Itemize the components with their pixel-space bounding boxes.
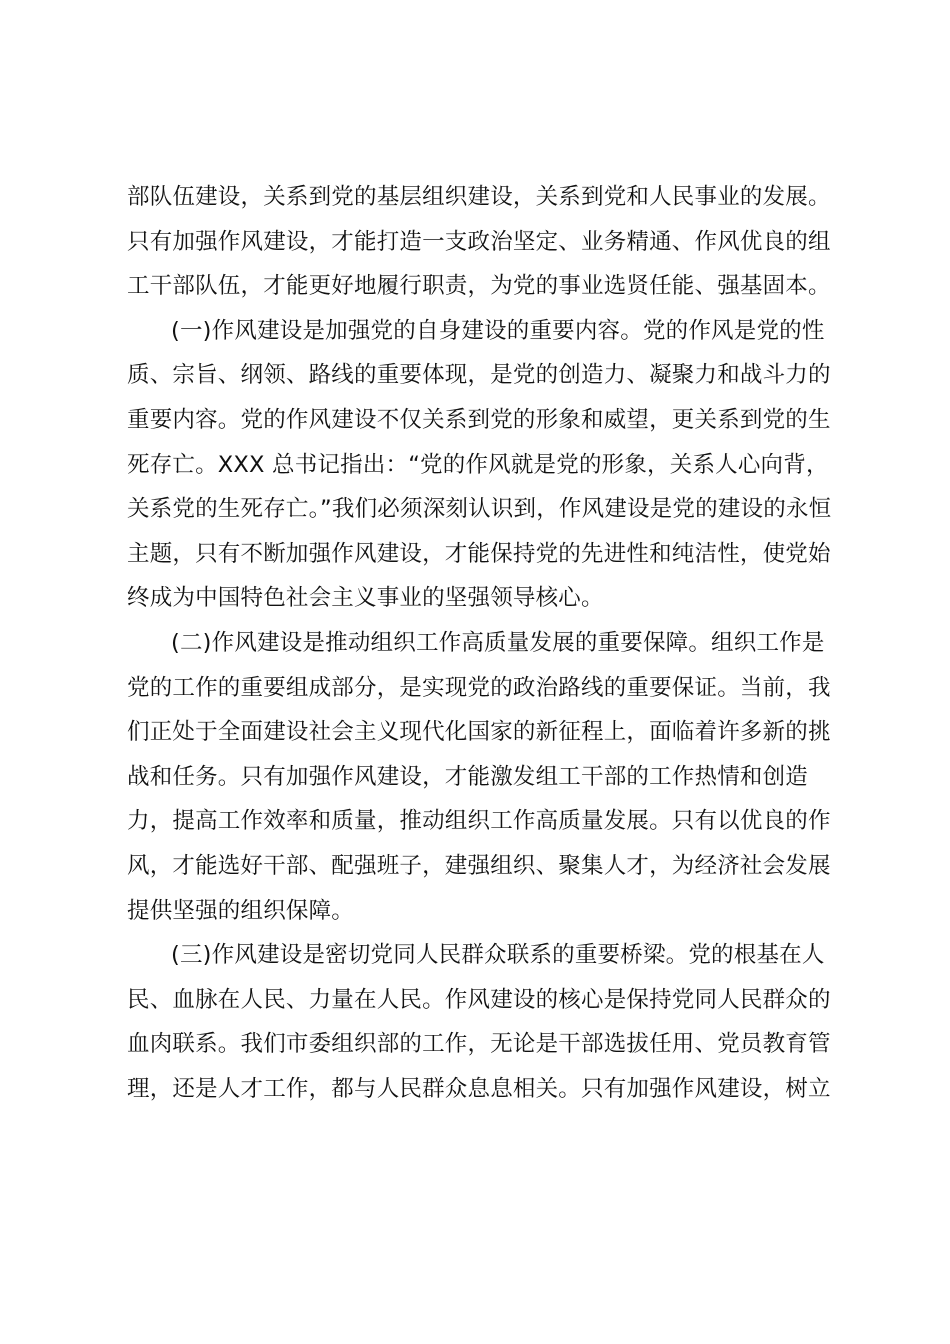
text-line: 力，提高工作效率和质量，推动组织工作高质量发展。只有以优良的作 (127, 808, 831, 835)
text-line: (一)作风建设是加强党的自身建设的重要内容。党的作风是党的性 (171, 317, 825, 344)
text-line: (二)作风建设是推动组织工作高质量发展的重要保障。组织工作是 (171, 629, 825, 656)
text-line: 血肉联系。我们市委组织部的工作，无论是干部选拔任用、党员教育管 (127, 1031, 831, 1058)
text-line: 终成为中国特色社会主义事业的坚强领导核心。 (127, 585, 604, 612)
text-line: 风，才能选好干部、配强班子，建强组织、聚集人才，为经济社会发展 (127, 852, 831, 879)
text-line: 党的工作的重要组成部分，是实现党的政治路线的重要保证。当前，我 (127, 674, 831, 701)
paragraph (127, 628, 831, 940)
text-line: 只有加强作风建设，才能打造一支政治坚定、业务精通、作风优良的组 (127, 228, 831, 255)
paragraph (127, 316, 832, 628)
text-line: 战和任务。只有加强作风建设，才能激发组工干部的工作热情和创造 (127, 763, 809, 790)
text-line: 们正处于全面建设社会主义现代化国家的新征程上，面临着许多新的挑 (127, 719, 831, 746)
text-line: (三)作风建设是密切党同人民群众联系的重要桥梁。党的根基在人 (171, 942, 825, 969)
text-line: 重要内容。党的作风建设不仅关系到党的形象和威望，更关系到党的生 (127, 406, 831, 433)
document-body (127, 182, 832, 1118)
text-line: 民、血脉在人民、力量在人民。作风建设的核心是保持党同人民群众的 (127, 986, 831, 1013)
text-line: 工干部队伍，才能更好地履行职责，为党的事业选贤任能、强基固本。 (127, 273, 831, 300)
text-line: 理，还是人才工作，都与人民群众息息相关。只有加强作风建设，树立 (127, 1075, 831, 1102)
text-line: 主题，只有不断加强作风建设，才能保持党的先进性和纯洁性，使党始 (127, 540, 831, 567)
text-line: 质、宗旨、纲领、路线的重要体现，是党的创造力、凝聚力和战斗力的 (127, 362, 831, 389)
text-line: 死存亡。XXX 总书记指出：“党的作风就是党的形象，关系人心向背， (127, 451, 829, 478)
text-line: 部队伍建设，关系到党的基层组织建设，关系到党和人民事业的发展。 (127, 184, 831, 210)
text-line: 关系党的生死存亡。”我们必须深刻认识到，作风建设是党的建设的永恒 (127, 496, 832, 523)
paragraph (127, 182, 831, 316)
text-line: 提供坚强的组织保障。 (127, 897, 355, 924)
paragraph (127, 940, 831, 1118)
